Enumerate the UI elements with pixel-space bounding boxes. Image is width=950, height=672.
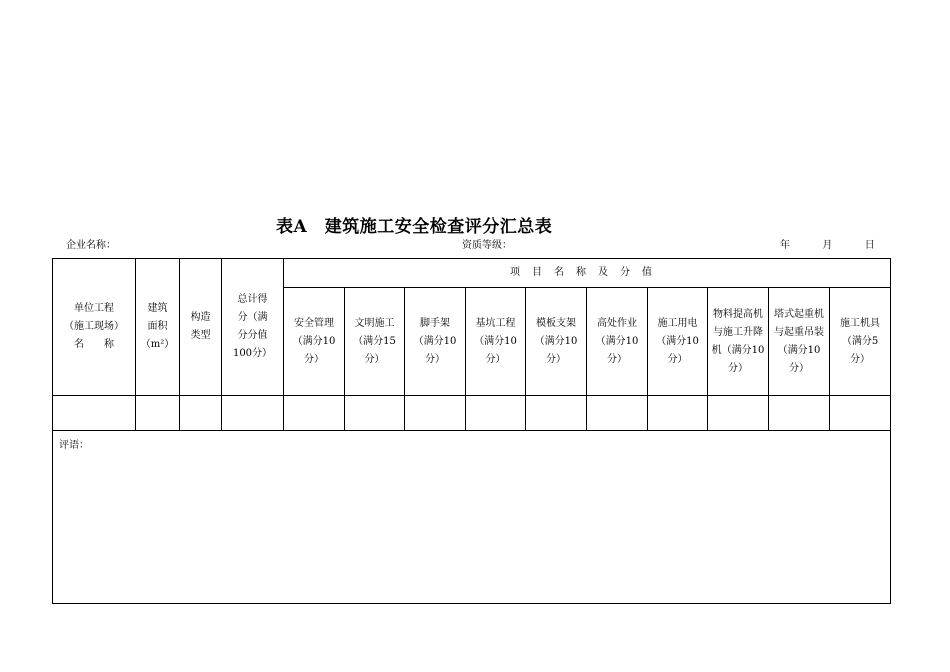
cell-total[interactable] <box>222 396 284 431</box>
cell-score[interactable] <box>345 396 405 431</box>
cell-score[interactable] <box>830 396 891 431</box>
header-structure-type: 构造 类型 <box>180 259 222 396</box>
header-item-material-hoist: 物料提高机 与施工升降 机（满分10 分） <box>708 288 769 396</box>
company-name-label: 企业名称： <box>66 240 116 251</box>
cell-score[interactable] <box>405 396 466 431</box>
header-item-formwork-support: 模板支架 （满分10 分） <box>526 288 587 396</box>
cell-area[interactable] <box>136 396 180 431</box>
header-unit-project: 单位工程 （施工现场） 名 称 <box>53 259 136 396</box>
header-item-construction-power: 施工用电 （满分10 分） <box>648 288 708 396</box>
header-item-scaffolding: 脚手架 （满分10 分） <box>405 288 466 396</box>
header-items: 项目名称及分值 <box>284 259 891 288</box>
header-item-work-at-height: 高处作业 （满分10 分） <box>587 288 648 396</box>
header-item-tower-crane: 塔式起重机 与起重吊装 （满分10 分） <box>769 288 830 396</box>
score-summary-table <box>52 258 891 604</box>
header-item-foundation-pit: 基坑工程 （满分10 分） <box>466 288 526 396</box>
cell-score[interactable] <box>466 396 526 431</box>
cell-structure[interactable] <box>180 396 222 431</box>
cell-unit[interactable] <box>53 396 136 431</box>
date-line <box>780 236 875 251</box>
table-row <box>53 396 891 431</box>
remarks-label: 评语： <box>59 440 89 451</box>
header-total-score: 总计得 分（满 分分值 100分） <box>222 259 284 396</box>
qualification-label: 资质等级： <box>462 240 512 251</box>
header-building-area: 建筑 面积 （m²） <box>136 259 180 396</box>
day-label: 日 <box>864 240 875 251</box>
cell-score[interactable] <box>769 396 830 431</box>
header-item-machinery: 施工机具 （满分5 分） <box>830 288 891 396</box>
header-item-safety-management: 安全管理 （满分10 分） <box>284 288 345 396</box>
remarks-cell[interactable] <box>53 431 891 604</box>
cell-score[interactable] <box>648 396 708 431</box>
cell-score[interactable] <box>284 396 345 431</box>
cell-score[interactable] <box>708 396 769 431</box>
page-title: 表A 建筑施工安全检查评分汇总表 <box>276 217 553 237</box>
cell-score[interactable] <box>587 396 648 431</box>
year-label: 年 <box>780 240 790 251</box>
header-item-civilized-construction: 文明施工 （满分15 分） <box>345 288 405 396</box>
month-label: 月 <box>822 240 833 251</box>
cell-score[interactable] <box>526 396 587 431</box>
